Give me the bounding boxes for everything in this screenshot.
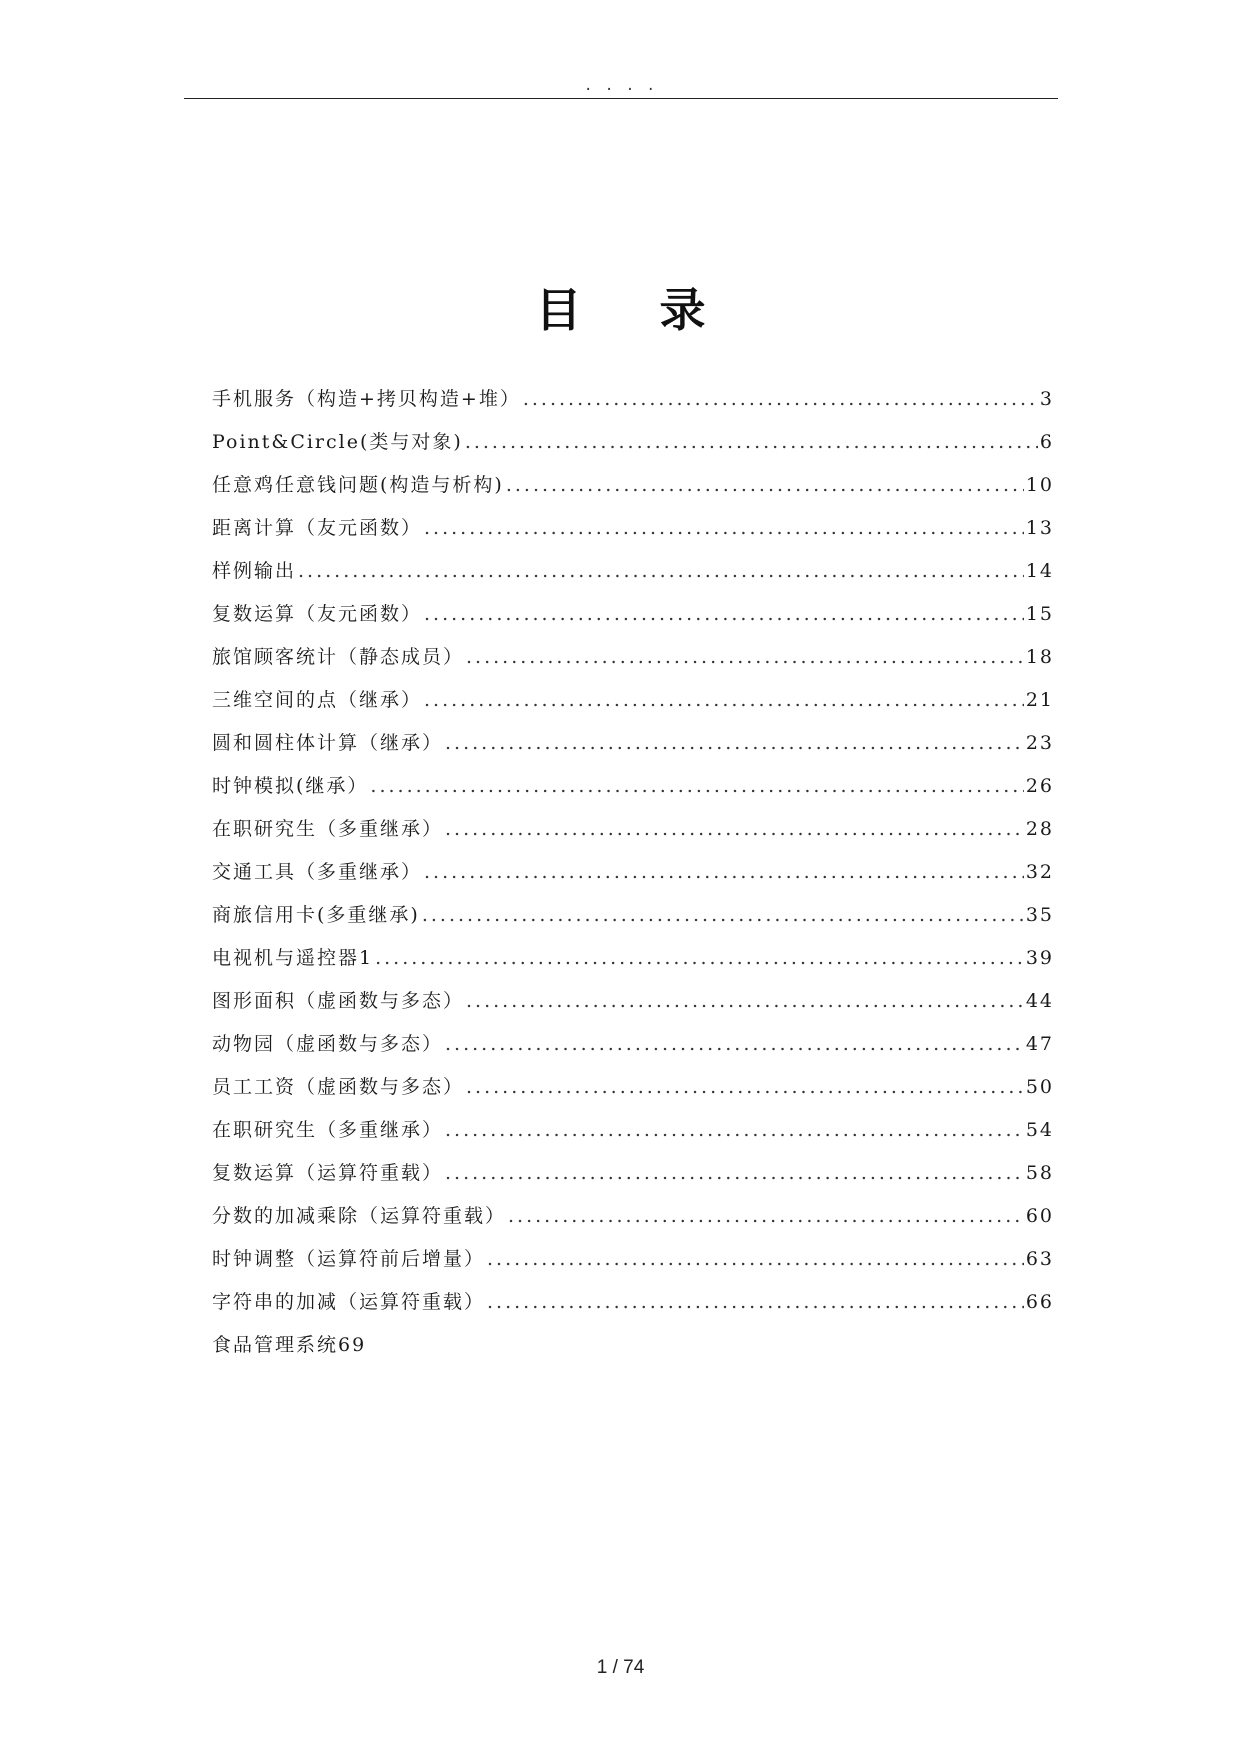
toc-entry-label: 复数运算（友元函数） (212, 603, 423, 625)
toc-entry-label: 员工工资（虚函数与多态） (212, 1076, 465, 1098)
toc-dot-leader (370, 765, 1023, 808)
toc-dot-leader (523, 378, 1038, 421)
toc-dot-leader (487, 1238, 1024, 1281)
toc-entry-label: 在职研究生（多重继承） (212, 1119, 444, 1141)
toc-entry[interactable] (212, 636, 1054, 679)
toc-dot-leader (424, 507, 1024, 550)
toc-entry-label: 食品管理系统 (212, 1334, 339, 1356)
toc-entry-label: 手机服务（构造+拷贝构造+堆） (212, 388, 521, 410)
page-header-dots: . . . . (583, 78, 657, 94)
toc-entry-label: Point&Circle(类与对象) (212, 431, 463, 453)
toc-entry-page-number: 14 (1025, 560, 1054, 582)
toc-entry[interactable] (212, 679, 1054, 722)
toc-entry-page-number: 50 (1025, 1076, 1054, 1098)
toc-dot-leader (445, 1109, 1024, 1152)
toc-entry[interactable] (212, 851, 1054, 894)
toc-entry[interactable] (212, 894, 1054, 937)
toc-dot-leader (424, 851, 1024, 894)
toc-entry[interactable] (212, 378, 1054, 421)
toc-entry-page-number: 47 (1025, 1033, 1054, 1055)
toc-entry-page-number: 13 (1025, 517, 1054, 539)
toc-entry-label: 圆和圆柱体计算（继承） (212, 732, 444, 754)
toc-dot-leader (445, 808, 1024, 851)
toc-entry[interactable] (212, 1238, 1054, 1281)
toc-entry-page-number: 39 (1025, 947, 1054, 969)
toc-entry[interactable] (212, 1195, 1054, 1238)
toc-entry-label: 图形面积（虚函数与多态） (212, 990, 465, 1012)
toc-entry-page-number: 21 (1025, 689, 1054, 711)
toc-dot-leader (465, 421, 1038, 464)
toc-dot-leader (445, 1152, 1024, 1195)
toc-entry[interactable] (212, 1281, 1054, 1324)
toc-entry-label: 时钟模拟(继承） (212, 775, 369, 797)
toc-entry-label: 在职研究生（多重继承） (212, 818, 444, 840)
toc-entry-label: 三维空间的点（继承） (212, 689, 423, 711)
toc-entry-page-number: 32 (1025, 861, 1054, 883)
toc-entry-label: 旅馆顾客统计（静态成员） (212, 646, 465, 668)
toc-entry-page-number: 28 (1025, 818, 1054, 840)
toc-dot-leader (466, 636, 1024, 679)
toc-entry-label: 动物园（虚函数与多态） (212, 1033, 444, 1055)
toc-dot-leader (424, 679, 1024, 722)
toc-entry-page-number: 60 (1025, 1205, 1054, 1227)
toc-dot-leader (508, 1195, 1024, 1238)
toc-dot-leader (506, 464, 1024, 507)
toc-entry-page-number: 10 (1025, 474, 1054, 496)
toc-dot-leader (445, 1023, 1024, 1066)
toc-entry-label: 交通工具（多重继承） (212, 861, 423, 883)
toc-entry-label: 分数的加减乘除（运算符重载） (212, 1205, 507, 1227)
toc-dot-leader (487, 1281, 1024, 1324)
toc-entry[interactable] (212, 593, 1054, 636)
toc-entry-page-number: 54 (1025, 1119, 1054, 1141)
toc-entry-label: 电视机与遥控器1 (212, 947, 374, 969)
page-number-footer: 1 / 74 (596, 1657, 645, 1678)
toc-entry-page-number: 63 (1025, 1248, 1054, 1270)
toc-entry-page-number: 23 (1025, 732, 1054, 754)
toc-dot-leader (466, 980, 1024, 1023)
toc-entry-page-number: 15 (1025, 603, 1054, 625)
toc-entry-label: 字符串的加减（运算符重载） (212, 1291, 486, 1313)
toc-entry-label: 任意鸡任意钱问题(构造与析构) (212, 474, 504, 496)
toc-dot-leader (445, 722, 1024, 765)
toc-entry[interactable] (212, 722, 1054, 765)
toc-entry[interactable] (212, 550, 1054, 593)
toc-entry-page-number: 66 (1025, 1291, 1054, 1313)
toc-entry[interactable] (212, 1023, 1054, 1066)
toc-entry-page-number: 58 (1025, 1162, 1054, 1184)
toc-entry-label: 复数运算（运算符重载） (212, 1162, 444, 1184)
toc-entry[interactable] (212, 937, 1054, 980)
toc-entry-label: 距离计算（友元函数） (212, 517, 423, 539)
toc-entry-label: 样例输出 (212, 560, 297, 582)
header-divider (184, 98, 1058, 99)
toc-entry-page-number: 18 (1025, 646, 1054, 668)
toc-dot-leader (375, 937, 1024, 980)
toc-entry[interactable] (212, 765, 1054, 808)
toc-entry-label: 时钟调整（运算符前后增量） (212, 1248, 486, 1270)
toc-entry[interactable] (212, 421, 1054, 464)
toc-entry-page-number: 44 (1025, 990, 1054, 1012)
table-of-contents (212, 378, 1054, 1367)
toc-entry[interactable] (212, 808, 1054, 851)
toc-entry-page-number: 26 (1025, 775, 1054, 797)
toc-entry[interactable] (212, 1324, 1054, 1367)
toc-entry[interactable] (212, 507, 1054, 550)
toc-dot-leader (424, 593, 1024, 636)
toc-entry-page-number: 69 (338, 1334, 367, 1356)
toc-dot-leader (466, 1066, 1024, 1109)
toc-entry[interactable] (212, 1066, 1054, 1109)
toc-entry[interactable] (212, 1152, 1054, 1195)
toc-title: 目录 (535, 283, 784, 337)
toc-entry[interactable] (212, 1109, 1054, 1152)
toc-entry-page-number: 6 (1039, 431, 1054, 453)
toc-entry-page-number: 3 (1039, 388, 1054, 410)
toc-dot-leader (422, 894, 1024, 937)
toc-entry[interactable] (212, 980, 1054, 1023)
toc-entry-page-number: 35 (1025, 904, 1054, 926)
toc-dot-leader (298, 550, 1024, 593)
toc-entry[interactable] (212, 464, 1054, 507)
toc-entry-label: 商旅信用卡(多重继承) (212, 904, 420, 926)
